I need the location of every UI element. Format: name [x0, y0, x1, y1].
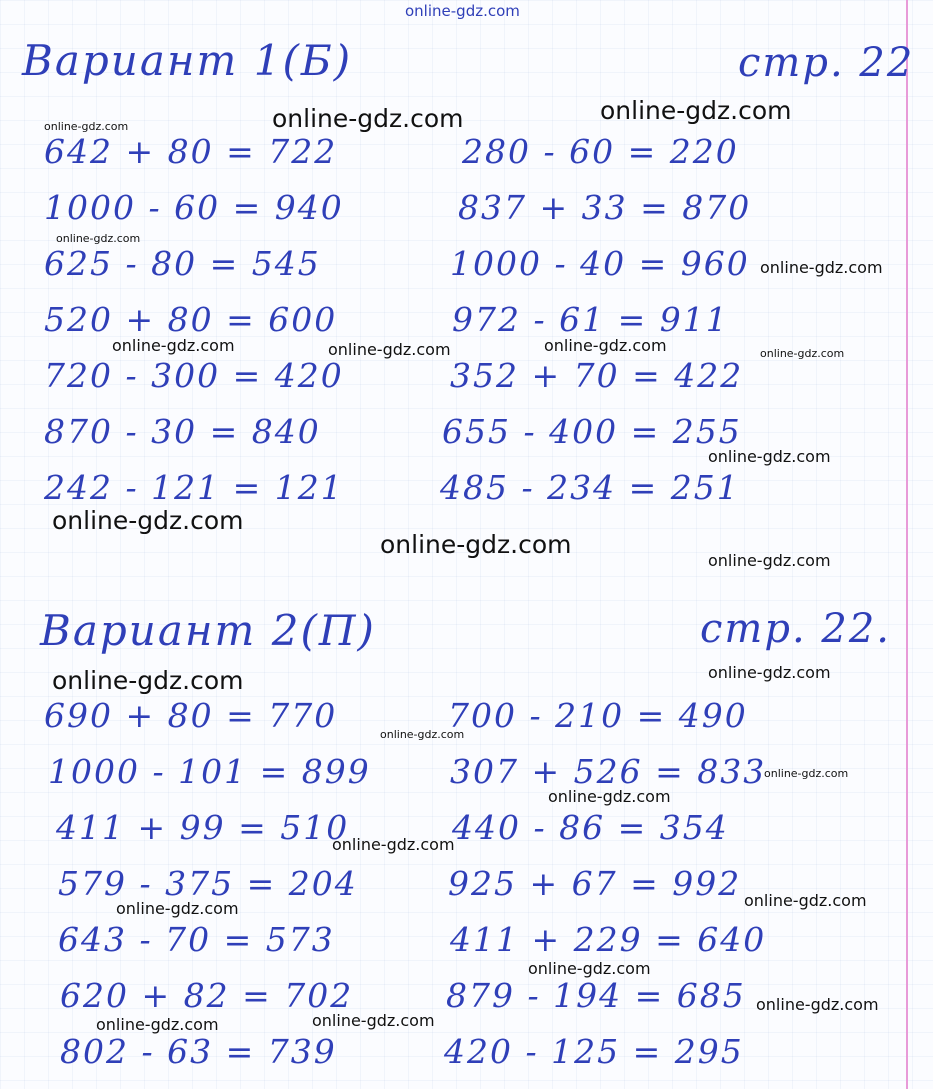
watermark: online-gdz.com: [548, 787, 671, 806]
v2-right-eq: 307 + 526 = 833: [450, 752, 767, 791]
v2-left-eq: 620 + 82 = 702: [60, 976, 354, 1015]
watermark: online-gdz.com: [112, 336, 235, 355]
variant1-heading: Вариант 1(Б): [22, 36, 353, 85]
v2-right-eq: 879 - 194 = 685: [446, 976, 746, 1015]
watermark: online-gdz.com: [760, 258, 883, 277]
watermark: online-gdz.com: [116, 899, 239, 918]
watermark: online-gdz.com: [528, 959, 651, 978]
watermark: online-gdz.com: [756, 995, 879, 1014]
v2-right-eq: 700 - 210 = 490: [448, 696, 748, 735]
v1-left-eq: 625 - 80 = 545: [44, 244, 321, 283]
watermark: online-gdz.com: [312, 1011, 435, 1030]
watermark: online-gdz.com: [764, 767, 849, 780]
watermark: online-gdz.com: [380, 728, 465, 741]
v2-left-eq: 411 + 99 = 510: [56, 808, 350, 847]
v1-right-eq: 837 + 33 = 870: [458, 188, 752, 227]
watermark: online-gdz.com: [52, 666, 244, 695]
watermark: online-gdz.com: [272, 104, 464, 133]
v1-right-eq: 352 + 70 = 422: [450, 356, 744, 395]
v2-right-eq: 411 + 229 = 640: [450, 920, 767, 959]
watermark: online-gdz.com: [380, 530, 572, 559]
v1-left-eq: 242 - 121 = 121: [44, 468, 344, 507]
v2-left-eq: 643 - 70 = 573: [58, 920, 335, 959]
watermark: online-gdz.com: [708, 663, 831, 682]
v1-right-eq: 485 - 234 = 251: [440, 468, 740, 507]
v2-left-eq: 1000 - 101 = 899: [48, 752, 371, 791]
variant2-page-ref: стр. 22.: [700, 606, 891, 652]
v2-left-eq: 579 - 375 = 204: [58, 864, 358, 903]
v1-left-eq: 642 + 80 = 722: [44, 132, 338, 171]
variant1-page-ref: стр. 22: [738, 40, 915, 86]
top-watermark: online-gdz.com: [405, 2, 520, 20]
watermark: online-gdz.com: [332, 835, 455, 854]
watermark: online-gdz.com: [544, 336, 667, 355]
v1-right-eq: 1000 - 40 = 960: [450, 244, 750, 283]
watermark: online-gdz.com: [708, 447, 831, 466]
watermark: online-gdz.com: [56, 232, 141, 245]
watermark: online-gdz.com: [96, 1015, 219, 1034]
v1-left-eq: 720 - 300 = 420: [44, 356, 344, 395]
v1-left-eq: 1000 - 60 = 940: [44, 188, 344, 227]
margin-line: [906, 0, 908, 1089]
watermark: online-gdz.com: [600, 96, 792, 125]
v2-left-eq: 802 - 63 = 739: [60, 1032, 337, 1071]
v1-left-eq: 520 + 80 = 600: [44, 300, 338, 339]
watermark: online-gdz.com: [328, 340, 451, 359]
v1-right-eq: 655 - 400 = 255: [442, 412, 742, 451]
v2-right-eq: 925 + 67 = 992: [448, 864, 742, 903]
v2-right-eq: 440 - 86 = 354: [452, 808, 729, 847]
v1-right-eq: 972 - 61 = 911: [452, 300, 729, 339]
watermark: online-gdz.com: [708, 551, 831, 570]
v2-left-eq: 690 + 80 = 770: [44, 696, 338, 735]
watermark: online-gdz.com: [744, 891, 867, 910]
v1-right-eq: 280 - 60 = 220: [462, 132, 739, 171]
v2-right-eq: 420 - 125 = 295: [444, 1032, 744, 1071]
watermark: online-gdz.com: [52, 506, 244, 535]
variant2-heading: Вариант 2(П): [40, 606, 376, 655]
watermark: online-gdz.com: [760, 347, 845, 360]
watermark: online-gdz.com: [44, 120, 129, 133]
v1-left-eq: 870 - 30 = 840: [44, 412, 321, 451]
